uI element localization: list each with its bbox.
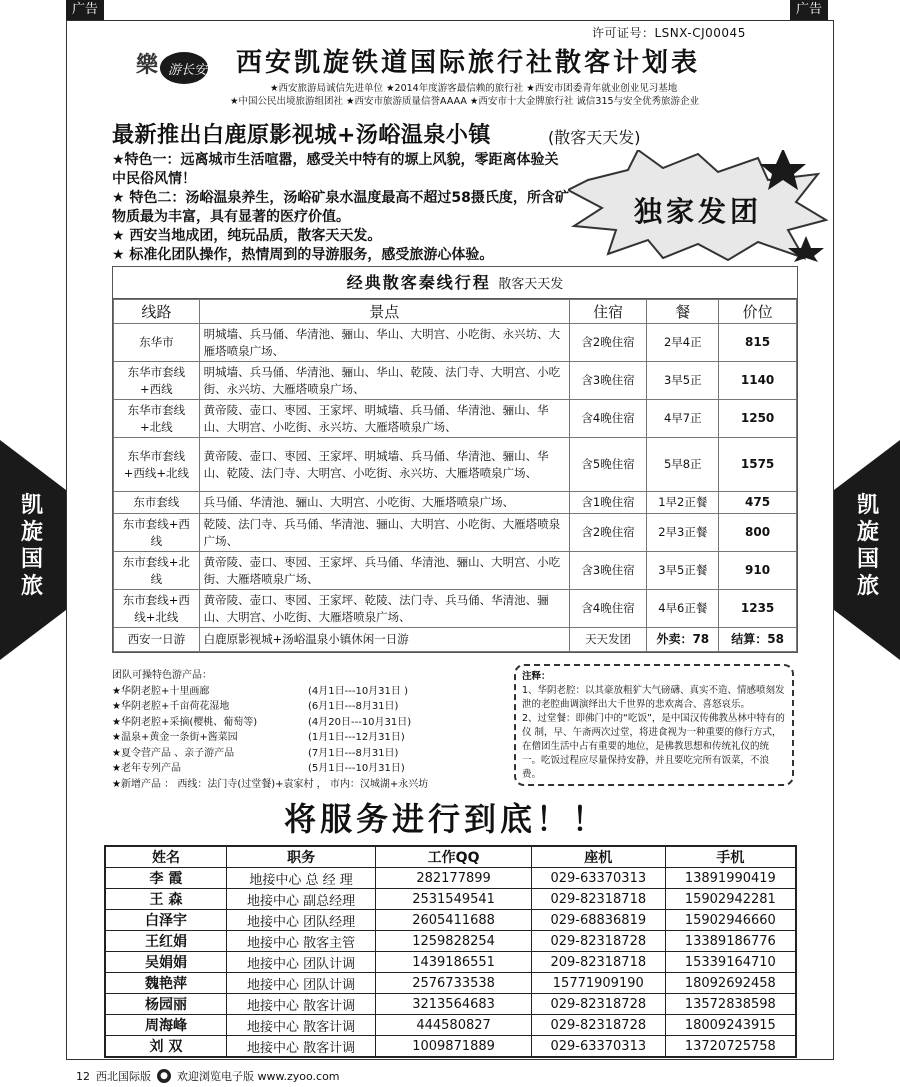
feature-item: ★ 标准化团队操作，热情周到的导游服务，感受旅游心体验。 (112, 247, 494, 263)
route-meal: 2早3正餐 (647, 514, 719, 552)
contact-role: 地接中心 团队计调 (226, 973, 375, 994)
route-meal: 3早5正餐 (647, 552, 719, 590)
contact-table (104, 845, 797, 1058)
note-item: 1、华阴老腔：以其豪放粗犷大气磅礴、真实不造、情感喷刻发泄的老腔曲调演绎出大千世界的悲欢离合、喜怒哀乐。 (522, 685, 785, 710)
contact-row (105, 931, 796, 952)
footer (76, 1068, 340, 1084)
route-meal: 4早6正餐 (647, 590, 719, 628)
footer-edition: 西北国际版 (96, 1070, 151, 1083)
special-item-name: ★老年专列产品 (112, 763, 181, 774)
route-row (114, 514, 797, 552)
contact-role: 地接中心 团队经理 (226, 910, 375, 931)
contact-qq: 2576733538 (376, 973, 532, 994)
route-row (114, 400, 797, 438)
contact-header-row (105, 846, 796, 868)
route-stay: 含3晚住宿 (569, 362, 647, 400)
ad-label-left: 广告 (66, 0, 104, 20)
burst-text: 独家发团 (633, 195, 762, 228)
special-item (112, 699, 512, 715)
route-sights: 兵马俑、华清池、骊山、大明宫、小吃街、大雁塔喷泉广场、 (199, 492, 569, 514)
route-meal: 外卖：78 (647, 628, 719, 652)
contact-role: 地接中心 团队计调 (226, 952, 375, 973)
feature-item: ★特色一：远离城市生活喧嚣，感受关中特有的塬上风貌，零距离体验关中民俗风情！ (112, 152, 559, 187)
route-line: 东华市套线+西线 (114, 362, 200, 400)
special-item-date: (5月1日---10月31日) (308, 763, 405, 774)
contact-header-role: 职务 (226, 846, 375, 868)
publication-logo-icon: ● (157, 1069, 171, 1083)
route-sights: 明城墙、兵马俑、华清池、骊山、华山、大明宫、小吃街、永兴坊、大雁塔喷泉广场、 (199, 324, 569, 362)
route-line: 东市套线 (114, 492, 200, 514)
route-price: 1235 (719, 590, 797, 628)
special-item-name: ★夏令营产品 、亲子游产品 (112, 747, 235, 759)
contact-row (105, 889, 796, 910)
route-sights: 白鹿原影视城+汤峪温泉小镇休闲一日游 (199, 628, 569, 652)
route-price: 910 (719, 552, 797, 590)
route-section (112, 266, 798, 653)
route-price: 800 (719, 514, 797, 552)
contact-qq: 1439186551 (376, 952, 532, 973)
top-bar (0, 0, 900, 22)
contact-mobile: 15339164710 (665, 952, 796, 973)
feature-item: ★ 西安当地成团，纯玩品质，散客天天发。 (112, 228, 382, 244)
route-stay: 含5晚住宿 (569, 438, 647, 492)
special-item-name: ★华阴老腔+十里画廊 (112, 685, 210, 697)
contact-phone: 209-82318718 (531, 952, 665, 973)
contact-mobile: 13389186776 (665, 931, 796, 952)
route-meal: 5早8正 (647, 438, 719, 492)
contact-mobile: 13572838598 (665, 994, 796, 1015)
contact-name: 杨园丽 (105, 994, 226, 1015)
contact-name: 白泽宇 (105, 910, 226, 931)
exclusive-burst (568, 150, 830, 262)
route-sights: 黄帝陵、壶口、枣园、王家坪、乾陵、法门寺、兵马俑、华清池、骊山、大明宫、小吃街、大雁塔喷泉广场、 (199, 590, 569, 628)
promo-title: 最新推出白鹿原影视城+汤峪温泉小镇 (112, 123, 491, 148)
route-row-day-trip (114, 628, 797, 652)
route-meal: 4早7正 (647, 400, 719, 438)
side-tab-left-label: 凯旋国旅 (20, 493, 43, 599)
route-header-row (114, 300, 797, 324)
route-line: 西安一日游 (114, 628, 200, 652)
contact-qq: 2531549541 (376, 889, 532, 910)
route-title-small: 散客天天发 (498, 277, 564, 292)
route-title (113, 267, 797, 299)
contact-mobile: 13891990419 (665, 868, 796, 889)
special-item (112, 746, 512, 762)
special-item-date: (7月1日---8月31日) (308, 747, 399, 759)
route-stay: 含3晚住宿 (569, 552, 647, 590)
special-item-name: ★温泉+黄金一条街+酱菜园 (112, 732, 238, 743)
contact-phone: 029-82318728 (531, 994, 665, 1015)
special-item-date: (6月1日---8月31日) (308, 701, 399, 712)
route-meal: 3早5正 (647, 362, 719, 400)
route-stay: 含4晚住宿 (569, 590, 647, 628)
feature-item: ★ 特色二：汤峪温泉养生，汤峪矿泉水温度最高不超过58摄氏度，所含矿物质最为丰富，具有显著的医疗价值。 (112, 190, 569, 225)
note-item: 2、过堂餐：即佛门中的“吃饭”，是中国汉传佛教丛林中特有的仪 制，早、午斋两次过堂，将进食视为一种重要的修行方式，在僧团生活中占有重要的地位，是佛教思想和传统礼仪的统一。吃饭过程应尽量保持安静，并且要吃完所有饭菜，不浪费。 (522, 713, 785, 780)
contact-qq: 3213564683 (376, 994, 532, 1015)
contact-row (105, 1036, 796, 1058)
promo-subtitle: (散客天天发) (548, 128, 641, 147)
contact-qq: 1259828254 (376, 931, 532, 952)
contact-role: 地接中心 散客计调 (226, 1015, 375, 1036)
route-stay: 含1晚住宿 (569, 492, 647, 514)
contact-phone: 029-82318728 (531, 931, 665, 952)
feature-list (112, 151, 572, 265)
contact-row (105, 973, 796, 994)
contact-name: 刘 双 (105, 1036, 226, 1058)
contact-mobile: 15902946660 (665, 910, 796, 931)
logo-text-1: 樂 (136, 52, 159, 78)
new-products: ★新增产品 ： 西线：法门寺(过堂餐)+袁家村 ， 市内：汉城湖+永兴坊 (112, 778, 429, 790)
route-header-price: 价位 (719, 300, 797, 324)
route-sights: 黄帝陵、壶口、枣园、王家坪、兵马俑、华清池、骊山、大明宫、小吃街、大雁塔喷泉广场、 (199, 552, 569, 590)
contact-qq: 282177899 (376, 868, 532, 889)
special-item-name: ★华阴老腔+千亩荷花湿地 (112, 701, 230, 712)
route-line: 东华市 (114, 324, 200, 362)
contact-phone: 029-82318718 (531, 889, 665, 910)
contact-header-qq: 工作QQ (376, 846, 532, 868)
special-item (112, 684, 512, 700)
contact-header-name: 姓名 (105, 846, 226, 868)
route-price: 475 (719, 492, 797, 514)
notes-title: 注释： (522, 671, 551, 682)
contact-role: 地接中心 副总经理 (226, 889, 375, 910)
contact-qq: 2605411688 (376, 910, 532, 931)
contact-mobile: 15902942281 (665, 889, 796, 910)
special-item-name: ★华阴老腔+采摘(樱桃、葡萄等) (112, 716, 258, 728)
contact-row (105, 1015, 796, 1036)
contact-role: 地接中心 散客计调 (226, 994, 375, 1015)
contact-qq: 444580827 (376, 1015, 532, 1036)
contact-mobile: 13720725758 (665, 1036, 796, 1058)
contact-name: 吴娟娟 (105, 952, 226, 973)
route-row (114, 492, 797, 514)
contact-header-phone: 座机 (531, 846, 665, 868)
logo-graphic (132, 42, 212, 88)
route-price: 结算：58 (719, 628, 797, 652)
contact-phone: 029-63370313 (531, 1036, 665, 1058)
contact-row (105, 910, 796, 931)
contact-mobile: 18009243915 (665, 1015, 796, 1036)
contact-role: 地接中心 总 经 理 (226, 868, 375, 889)
contact-name: 魏艳萍 (105, 973, 226, 994)
company-title: 西安凯旋铁道国际旅行社散客计划表 (236, 48, 701, 78)
route-price: 815 (719, 324, 797, 362)
route-line: 东市套线+西线+北线 (114, 590, 200, 628)
special-item (112, 715, 512, 731)
contact-name: 李 霞 (105, 868, 226, 889)
logo-text-2: 游长安 (168, 63, 208, 78)
special-item-date: (1月1日---12月31日) (308, 732, 405, 743)
side-tab-right (834, 440, 900, 660)
route-stay: 含2晚住宿 (569, 514, 647, 552)
contact-phone: 15771909190 (531, 973, 665, 994)
route-meal: 1早2正餐 (647, 492, 719, 514)
route-sights: 黄帝陵、壶口、枣园、王家坪、明城墙、兵马俑、华清池、骊山、华山、大明宫、小吃街、永兴坊、大雁塔喷泉广场、 (199, 400, 569, 438)
route-line: 东市套线+北线 (114, 552, 200, 590)
special-item (112, 761, 512, 777)
route-row (114, 362, 797, 400)
route-title-main: 经典散客秦线行程 (346, 273, 491, 292)
company-logo (132, 42, 212, 88)
route-sights: 乾陵、法门寺、兵马俑、华清池、骊山、大明宫、小吃街、大雁塔喷泉广场、 (199, 514, 569, 552)
route-sights: 黄帝陵、壶口、枣园、王家坪、明城墙、兵马俑、华清池、骊山、华山、乾陵、法门寺、大明宫、小吃街、永兴坊、大雁塔喷泉广场、 (199, 438, 569, 492)
route-header-meal: 餐 (647, 300, 719, 324)
ad-label-right: 广告 (790, 0, 828, 20)
contact-row (105, 868, 796, 889)
contact-header-mobile: 手机 (665, 846, 796, 868)
special-title: 团队可操特色游产品： (112, 670, 212, 681)
license-number: 许可证号：LSNX-CJ00045 (592, 26, 746, 40)
route-header-sights: 景点 (199, 300, 569, 324)
route-row (114, 552, 797, 590)
side-tab-right-label: 凯旋国旅 (856, 493, 879, 599)
contact-phone: 029-68836819 (531, 910, 665, 931)
route-price: 1575 (719, 438, 797, 492)
route-line: 东华市套线+北线 (114, 400, 200, 438)
slogan: 将服务进行到底！！ (284, 800, 609, 838)
contact-role: 地接中心 散客主管 (226, 931, 375, 952)
footer-text: 欢迎浏览电子版 www.zyoo.com (177, 1070, 340, 1083)
special-products (112, 668, 512, 792)
contact-mobile: 18092692458 (665, 973, 796, 994)
honors-line-1: ★西安旅游局诚信先进单位 ★2014年度游客最信赖的旅行社 ★西安市团委青年就业创业见习基地 (270, 83, 678, 94)
route-sights: 明城墙、兵马俑、华清池、骊山、华山、乾陵、法门寺、大明宫、小吃街、永兴坊、大雁塔喷泉广场、 (199, 362, 569, 400)
route-line: 东市套线+西线 (114, 514, 200, 552)
route-stay: 含2晚住宿 (569, 324, 647, 362)
contact-row (105, 952, 796, 973)
route-meal: 2早4正 (647, 324, 719, 362)
route-price: 1140 (719, 362, 797, 400)
special-item-date: (4月1日---10月31日 ) (308, 685, 408, 697)
contact-phone: 029-82318728 (531, 1015, 665, 1036)
route-stay: 天天发团 (569, 628, 647, 652)
route-row (114, 590, 797, 628)
notes-box (514, 664, 794, 786)
contact-name: 周海峰 (105, 1015, 226, 1036)
contact-phone: 029-63370313 (531, 868, 665, 889)
contact-row (105, 994, 796, 1015)
route-stay: 含4晚住宿 (569, 400, 647, 438)
contact-name: 王 森 (105, 889, 226, 910)
contact-name: 王红娟 (105, 931, 226, 952)
contact-role: 地接中心 散客计调 (226, 1036, 375, 1058)
route-price: 1250 (719, 400, 797, 438)
route-line: 东华市套线+西线+北线 (114, 438, 200, 492)
special-item-date: (4月20日---10月31日) (308, 716, 412, 728)
route-row (114, 324, 797, 362)
honors-line-2: ★中国公民出境旅游组团社 ★西安市旅游质量信誉AAAA ★西安市十大金牌旅行社 诚信315与安全优秀旅游企业 (230, 96, 700, 107)
footer-page-number: 12 (76, 1069, 90, 1083)
route-table (113, 299, 797, 652)
route-header-stay: 住宿 (569, 300, 647, 324)
side-tab-left (0, 440, 66, 660)
route-row (114, 438, 797, 492)
contact-qq: 1009871889 (376, 1036, 532, 1058)
route-header-line: 线路 (114, 300, 200, 324)
special-item (112, 730, 512, 746)
